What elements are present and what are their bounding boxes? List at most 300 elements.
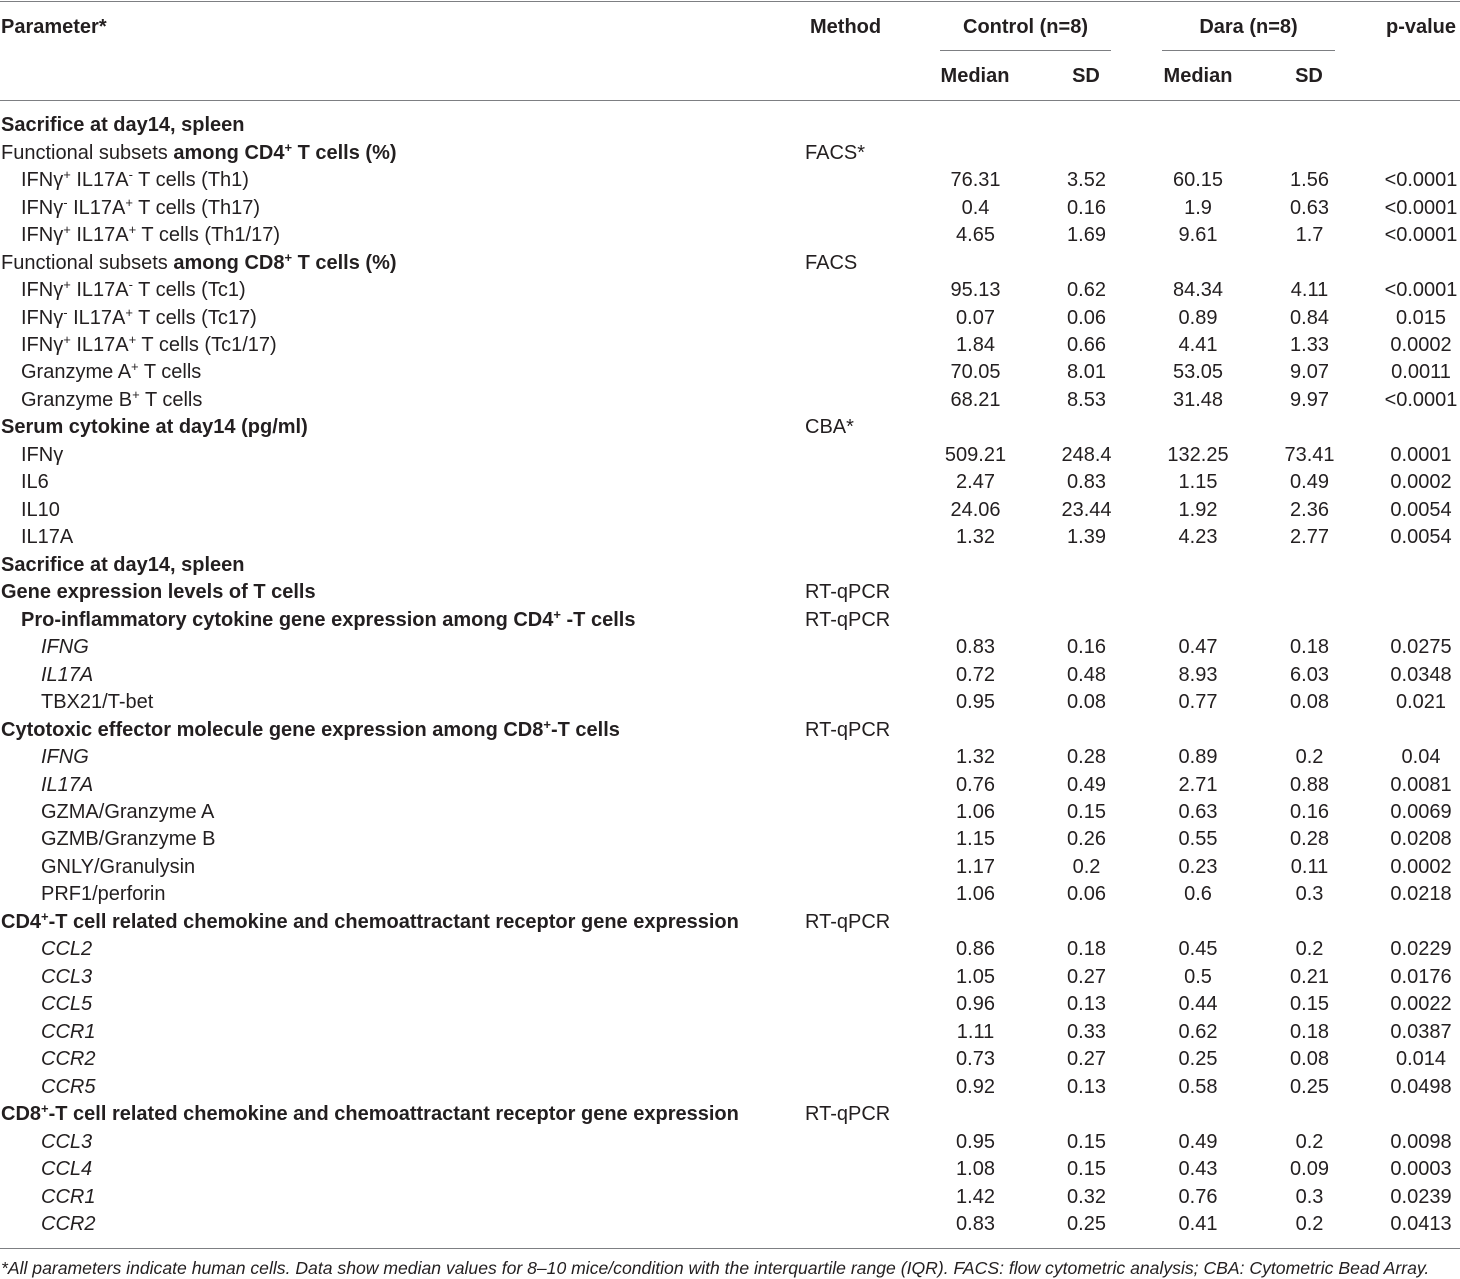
header-control-sd: SD xyxy=(1072,65,1100,87)
dara-median-cell: 0.41 xyxy=(1178,1213,1218,1235)
method-cell xyxy=(805,634,920,661)
dara-median-cell: 132.25 xyxy=(1167,443,1229,466)
superscript-sign: + xyxy=(125,304,133,320)
table-row xyxy=(0,662,1460,689)
parameter-label: Granzyme A xyxy=(21,361,132,384)
parameter-label: PRF1/perforin xyxy=(41,883,166,906)
parameter-label: CCR2 xyxy=(41,1213,96,1235)
dara-sd-cell xyxy=(1254,140,1365,167)
control-median-cell: 0.73 xyxy=(956,1048,995,1071)
table-row xyxy=(0,772,1460,799)
table-row xyxy=(0,717,1460,744)
parameter-label: -T cells xyxy=(550,718,620,741)
parameter-label: CCL3 xyxy=(41,1130,93,1153)
control-median-cell: 0.76 xyxy=(956,773,995,796)
parameter-cell xyxy=(0,1101,805,1128)
control-sd-cell: 23.44 xyxy=(1061,498,1112,521)
parameter-label: Sacrifice at day14, spleen xyxy=(1,553,245,576)
table-row xyxy=(0,277,1460,304)
dara-sd-cell xyxy=(1254,579,1365,606)
parameter-cell xyxy=(0,387,805,414)
table-row xyxy=(0,689,1460,716)
table-row xyxy=(0,1184,1460,1211)
method-cell xyxy=(805,112,920,139)
dara-median-cell: 0.58 xyxy=(1178,1075,1218,1098)
dara-sd-cell: 1.56 xyxy=(1290,169,1329,192)
control-sd-cell: 8.01 xyxy=(1067,361,1106,384)
control-median-cell: 0.95 xyxy=(956,1130,995,1153)
table-row xyxy=(0,469,1460,496)
parameter-cell xyxy=(0,634,805,661)
top-rule xyxy=(0,1,1460,2)
control-median-cell: 0.92 xyxy=(956,1075,995,1098)
control-median-cell xyxy=(920,1101,1031,1128)
superscript-sign: + xyxy=(543,716,551,732)
p-value-cell: 0.0002 xyxy=(1390,855,1452,878)
control-sd-cell: 0.06 xyxy=(1067,306,1106,329)
superscript-sign: + xyxy=(128,332,137,347)
superscript-sign: + xyxy=(63,277,71,293)
method-cell: RT-qPCR xyxy=(805,581,891,604)
method-cell xyxy=(805,469,920,496)
table-row xyxy=(0,1074,1460,1101)
p-value-cell: 0.0348 xyxy=(1390,663,1452,686)
control-sd-cell xyxy=(1031,112,1142,139)
table-row xyxy=(0,634,1460,661)
method-cell xyxy=(805,524,920,551)
dara-median-cell: 2.71 xyxy=(1178,773,1218,796)
table-row xyxy=(0,524,1460,551)
method-cell xyxy=(805,305,920,332)
dara-median-cell: 0.76 xyxy=(1178,1185,1218,1208)
header-control-median: Median xyxy=(940,65,1010,87)
control-sd-cell: 0.13 xyxy=(1067,993,1106,1016)
dara-sd-cell: 2.36 xyxy=(1290,498,1329,521)
control-sd-cell xyxy=(1031,414,1142,441)
parameter-label: CCR2 xyxy=(41,1048,96,1071)
superscript-sign: - xyxy=(63,304,68,320)
parameter-cell xyxy=(0,854,805,881)
control-median-cell: 0.96 xyxy=(956,993,995,1016)
p-value-cell: 0.0011 xyxy=(1391,361,1451,384)
parameter-label: IL17A xyxy=(70,224,129,247)
method-cell: RT-qPCR xyxy=(805,1103,891,1126)
parameter-cell xyxy=(0,579,805,606)
control-sd-cell: 0.06 xyxy=(1067,883,1106,906)
control-median-cell: 1.06 xyxy=(956,800,995,823)
p-value-cell: <0.0001 xyxy=(1384,196,1458,219)
dara-median-cell: 60.15 xyxy=(1172,169,1224,192)
table-row xyxy=(0,744,1460,771)
p-value-cell xyxy=(1365,140,1460,167)
dara-sd-cell xyxy=(1254,414,1365,441)
p-value-cell: 0.0208 xyxy=(1390,828,1452,851)
parameter-cell xyxy=(0,1046,805,1073)
parameter-label: T cells (Th1) xyxy=(132,169,249,192)
dara-median-cell: 0.77 xyxy=(1178,691,1218,714)
dara-median-cell: 8.93 xyxy=(1178,663,1218,686)
p-value-cell: 0.0069 xyxy=(1390,800,1452,823)
parameter-label: T cells (%) xyxy=(292,141,397,164)
dara-median-cell: 0.47 xyxy=(1178,636,1218,659)
control-sd-cell: 248.4 xyxy=(1061,443,1112,466)
parameter-cell xyxy=(0,744,805,771)
method-cell xyxy=(805,1211,920,1238)
table-row xyxy=(0,579,1460,606)
table-row xyxy=(0,799,1460,826)
control-sd-cell: 0.27 xyxy=(1067,1048,1106,1071)
dara-median-cell: 0.89 xyxy=(1178,746,1218,769)
control-median-cell: 1.15 xyxy=(956,828,995,851)
control-median-cell: 70.05 xyxy=(950,361,1001,384)
control-sd-cell: 0.49 xyxy=(1067,773,1106,796)
parameter-label: T cells xyxy=(138,361,202,384)
control-median-cell: 76.31 xyxy=(950,169,1001,192)
control-sd-cell xyxy=(1031,1101,1142,1128)
control-sd-cell xyxy=(1031,909,1142,936)
dara-median-cell: 31.48 xyxy=(1172,388,1224,411)
dara-sd-cell: 0.18 xyxy=(1290,1020,1329,1043)
method-cell xyxy=(805,991,920,1018)
dara-median-cell: 0.63 xyxy=(1178,800,1218,823)
superscript-sign: + xyxy=(132,386,140,402)
p-value-cell: 0.0081 xyxy=(1390,773,1452,796)
p-value-cell xyxy=(1365,552,1460,579)
control-median-cell: 1.11 xyxy=(956,1020,995,1043)
parameter-label: T cells (Tc1) xyxy=(132,279,246,302)
parameter-cell xyxy=(0,607,805,634)
control-sd-cell: 0.15 xyxy=(1067,1130,1106,1153)
parameter-label: IL17A xyxy=(70,169,129,192)
p-value-cell: 0.04 xyxy=(1401,746,1441,769)
p-value-cell xyxy=(1365,579,1460,606)
p-value-cell: <0.0001 xyxy=(1384,169,1458,192)
parameter-label: Functional subsets xyxy=(1,141,174,164)
parameter-cell xyxy=(0,552,805,579)
bottom-rule xyxy=(0,1248,1460,1249)
dara-sd-cell: 0.2 xyxy=(1295,746,1324,769)
parameter-label: -T cell related chemokine and chemoattractant receptor gene expression xyxy=(48,910,739,933)
method-cell xyxy=(805,799,920,826)
parameter-label: T cells (Tc17) xyxy=(132,306,257,329)
control-sd-cell xyxy=(1031,607,1142,634)
dara-sd-cell: 0.16 xyxy=(1290,800,1329,823)
superscript-sign: - xyxy=(128,167,133,183)
method-cell xyxy=(805,662,920,689)
dara-median-cell xyxy=(1142,552,1254,579)
parameter-label: IL10 xyxy=(21,498,60,521)
control-median-cell: 0.07 xyxy=(956,306,995,329)
control-median-cell xyxy=(920,414,1031,441)
parameter-label: T cells (Th1/17) xyxy=(136,224,280,247)
parameter-label: CCL4 xyxy=(41,1158,93,1181)
parameter-label: CCL5 xyxy=(41,993,93,1016)
control-median-cell: 95.13 xyxy=(950,279,1001,302)
p-value-cell: 0.0413 xyxy=(1390,1213,1452,1235)
dara-sd-cell: 1.33 xyxy=(1290,334,1329,356)
control-median-cell xyxy=(920,140,1031,167)
parameter-label: IL17A xyxy=(67,196,126,219)
table-row xyxy=(0,909,1460,936)
dara-sd-cell: 0.84 xyxy=(1290,306,1329,329)
dara-median-cell: 0.89 xyxy=(1178,306,1218,329)
method-cell xyxy=(805,552,920,579)
parameter-label: -T cell related chemokine and chemoattractant receptor gene expression xyxy=(48,1103,739,1126)
p-value-cell: 0.0054 xyxy=(1390,498,1452,521)
control-median-cell: 0.83 xyxy=(956,1213,995,1235)
control-median-cell: 0.83 xyxy=(956,636,995,659)
dara-sd-cell: 2.77 xyxy=(1290,526,1329,549)
parameter-label: CD8 xyxy=(1,1103,42,1126)
p-value-cell: 0.0239 xyxy=(1390,1185,1452,1208)
p-value-cell: 0.0498 xyxy=(1390,1075,1452,1098)
control-sd-cell: 0.08 xyxy=(1067,691,1106,714)
parameter-label: CCR5 xyxy=(41,1075,96,1098)
method-cell xyxy=(805,442,920,469)
p-value-cell: 0.021 xyxy=(1395,691,1447,714)
parameter-cell xyxy=(0,497,805,524)
parameter-label: IFNG xyxy=(41,746,89,769)
control-sd-cell: 0.2 xyxy=(1072,855,1101,878)
dara-sd-cell xyxy=(1254,717,1365,744)
dara-median-cell: 0.23 xyxy=(1178,855,1218,878)
header-group-control: Control (n=8) xyxy=(963,16,1088,38)
dara-sd-cell: 0.08 xyxy=(1290,691,1329,714)
header-parameter: Parameter* xyxy=(1,16,107,38)
method-cell xyxy=(805,881,920,908)
superscript-sign: - xyxy=(128,277,133,293)
parameter-label: T cells (%) xyxy=(292,251,397,274)
p-value-cell: 0.0387 xyxy=(1390,1020,1452,1043)
control-median-cell xyxy=(920,579,1031,606)
dara-sd-cell: 0.28 xyxy=(1290,828,1329,851)
dara-sd-cell: 0.18 xyxy=(1290,636,1329,659)
control-median-cell: 509.21 xyxy=(944,443,1007,466)
parameter-label: IFNγ xyxy=(21,224,64,247)
parameter-cell xyxy=(0,524,805,551)
parameter-cell xyxy=(0,964,805,991)
control-median-cell: 1.32 xyxy=(956,746,995,769)
control-sd-cell: 0.28 xyxy=(1067,746,1106,769)
table-row xyxy=(0,607,1460,634)
dara-sd-cell: 4.11 xyxy=(1290,279,1329,302)
parameter-label: Pro-inflammatory cytokine gene expression among CD4 xyxy=(21,608,554,631)
table-row xyxy=(0,1156,1460,1183)
method-cell xyxy=(805,167,920,194)
parameter-label: TBX21/T-bet xyxy=(41,691,154,714)
dara-median-cell: 0.45 xyxy=(1178,938,1218,961)
control-sd-cell xyxy=(1031,579,1142,606)
dara-median-cell: 0.43 xyxy=(1178,1158,1218,1181)
control-median-cell: 1.42 xyxy=(956,1185,995,1208)
dara-sd-cell xyxy=(1254,607,1365,634)
control-sd-cell: 0.15 xyxy=(1067,800,1106,823)
dara-sd-cell: 1.7 xyxy=(1295,224,1324,247)
dara-median-cell xyxy=(1142,717,1254,744)
table-row xyxy=(0,1101,1460,1128)
table-row xyxy=(0,854,1460,881)
dara-median-cell: 0.44 xyxy=(1178,993,1218,1016)
control-sd-cell: 0.26 xyxy=(1067,828,1106,851)
parameter-cell xyxy=(0,991,805,1018)
parameter-label: T cells xyxy=(139,388,203,411)
parameter-cell xyxy=(0,1074,805,1101)
table-row xyxy=(0,991,1460,1018)
dara-median-cell xyxy=(1142,414,1254,441)
dara-sd-cell: 0.08 xyxy=(1290,1048,1329,1071)
parameter-label: Serum cytokine at day14 (pg/ml) xyxy=(1,416,308,439)
method-cell xyxy=(805,332,920,359)
parameter-label: CCL2 xyxy=(41,938,93,961)
method-cell xyxy=(805,1129,920,1156)
method-cell: RT-qPCR xyxy=(805,910,891,933)
dara-median-cell: 4.23 xyxy=(1178,526,1218,549)
method-cell xyxy=(805,387,920,414)
table-body xyxy=(0,112,1460,1238)
parameter-label: GZMB/Granzyme B xyxy=(41,828,216,851)
parameter-cell xyxy=(0,414,805,441)
parameter-label: IL17A xyxy=(70,334,129,356)
p-value-cell: 0.0275 xyxy=(1390,636,1452,659)
dara-median-cell: 4.41 xyxy=(1178,334,1218,356)
table-row xyxy=(0,826,1460,853)
header-group-dara: Dara (n=8) xyxy=(1199,16,1298,38)
dara-sd-cell: 0.63 xyxy=(1290,196,1329,219)
parameter-cell xyxy=(0,936,805,963)
dara-median-cell: 0.25 xyxy=(1178,1048,1218,1071)
header-rule xyxy=(0,100,1460,101)
parameter-cell xyxy=(0,1156,805,1183)
control-sd-cell: 0.13 xyxy=(1067,1075,1106,1098)
superscript-sign: + xyxy=(41,1101,49,1117)
dara-sd-cell: 9.97 xyxy=(1290,388,1329,411)
control-median-cell xyxy=(920,717,1031,744)
parameter-label: -T cells xyxy=(560,608,636,631)
parameter-cell xyxy=(0,689,805,716)
table-row xyxy=(0,552,1460,579)
parameter-cell xyxy=(0,305,805,332)
dara-sd-cell: 9.07 xyxy=(1290,361,1329,384)
superscript-sign: + xyxy=(128,222,137,238)
control-sd-cell: 0.33 xyxy=(1067,1020,1106,1043)
dara-median-cell: 1.92 xyxy=(1178,498,1218,521)
control-sd-cell: 0.25 xyxy=(1067,1213,1106,1235)
parameter-label: IFNγ xyxy=(21,334,64,356)
table-row xyxy=(0,1211,1460,1238)
parameter-label: CCR1 xyxy=(41,1185,96,1208)
dara-median-cell: 53.05 xyxy=(1172,361,1224,384)
method-cell xyxy=(805,1156,920,1183)
dara-sd-cell: 0.21 xyxy=(1290,965,1329,988)
p-value-cell: 0.0098 xyxy=(1390,1130,1452,1153)
control-median-cell: 1.17 xyxy=(956,855,995,878)
control-median-cell: 2.47 xyxy=(956,471,995,494)
header-method: Method xyxy=(810,16,882,38)
p-value-cell xyxy=(1365,250,1460,277)
method-cell: RT-qPCR xyxy=(805,718,891,741)
parameter-cell xyxy=(0,167,805,194)
control-sd-cell: 0.15 xyxy=(1067,1158,1106,1181)
dara-sd-cell: 0.88 xyxy=(1290,773,1329,796)
parameter-cell xyxy=(0,250,805,277)
parameter-label: Cytotoxic effector molecule gene expression among CD8 xyxy=(1,718,544,741)
dara-median-cell: 1.9 xyxy=(1184,196,1212,219)
table-row xyxy=(0,359,1460,386)
dara-median-cell xyxy=(1142,112,1254,139)
control-median-cell xyxy=(920,607,1031,634)
control-sd-cell: 0.16 xyxy=(1067,196,1106,219)
method-cell xyxy=(805,222,920,249)
dara-median-cell: 0.6 xyxy=(1184,883,1212,906)
p-value-cell: <0.0001 xyxy=(1384,224,1458,247)
p-value-cell: 0.0002 xyxy=(1390,471,1452,494)
table-row xyxy=(0,167,1460,194)
method-cell xyxy=(805,854,920,881)
superscript-sign: + xyxy=(125,194,133,210)
header-dara-sd: SD xyxy=(1295,65,1323,87)
parameter-label: Granzyme B xyxy=(21,388,133,411)
parameter-label: IFNγ xyxy=(21,306,64,329)
parameter-cell xyxy=(0,1129,805,1156)
method-cell xyxy=(805,1019,920,1046)
dara-median-cell: 0.5 xyxy=(1184,965,1212,988)
parameter-label: IL17A xyxy=(41,773,94,796)
parameter-label: IFNγ xyxy=(21,443,64,466)
control-median-cell: 4.65 xyxy=(956,224,995,247)
p-value-cell: 0.0218 xyxy=(1390,883,1452,906)
control-sd-cell: 0.48 xyxy=(1067,663,1106,686)
table-row xyxy=(0,1019,1460,1046)
method-cell xyxy=(805,964,920,991)
header-dara-median: Median xyxy=(1163,65,1233,87)
control-median-cell: 0.95 xyxy=(956,691,995,714)
method-cell xyxy=(805,826,920,853)
dara-sd-cell: 0.15 xyxy=(1290,993,1329,1016)
parameter-label: IFNγ xyxy=(21,279,64,302)
parameter-cell xyxy=(0,112,805,139)
parameter-label: CD4 xyxy=(1,910,42,933)
table-row xyxy=(0,140,1460,167)
control-median-cell: 1.32 xyxy=(956,526,995,549)
p-value-cell xyxy=(1365,607,1460,634)
dara-median-cell: 84.34 xyxy=(1172,279,1224,302)
parameter-label: among CD4 xyxy=(173,141,285,164)
dara-median-cell: 0.55 xyxy=(1178,828,1218,851)
method-cell xyxy=(805,772,920,799)
superscript-sign: + xyxy=(63,222,71,238)
parameter-cell xyxy=(0,826,805,853)
table-row xyxy=(0,112,1460,139)
parameter-label: CCR1 xyxy=(41,1020,96,1043)
dara-median-cell xyxy=(1142,909,1254,936)
parameter-cell xyxy=(0,772,805,799)
dara-sd-cell: 0.49 xyxy=(1290,471,1329,494)
control-median-cell: 0.72 xyxy=(956,663,995,686)
table-row xyxy=(0,1046,1460,1073)
parameter-cell xyxy=(0,195,805,222)
parameter-cell xyxy=(0,717,805,744)
p-value-cell: 0.0229 xyxy=(1390,938,1452,961)
parameter-label: IL17A xyxy=(70,279,129,302)
dara-median-cell xyxy=(1142,1101,1254,1128)
parameter-label: IFNG xyxy=(41,636,89,659)
control-median-cell: 1.08 xyxy=(956,1158,995,1181)
control-sd-cell: 0.83 xyxy=(1067,471,1106,494)
p-value-cell: 0.0001 xyxy=(1390,443,1452,466)
method-cell xyxy=(805,277,920,304)
method-cell xyxy=(805,195,920,222)
dara-sd-cell: 0.3 xyxy=(1295,883,1324,906)
